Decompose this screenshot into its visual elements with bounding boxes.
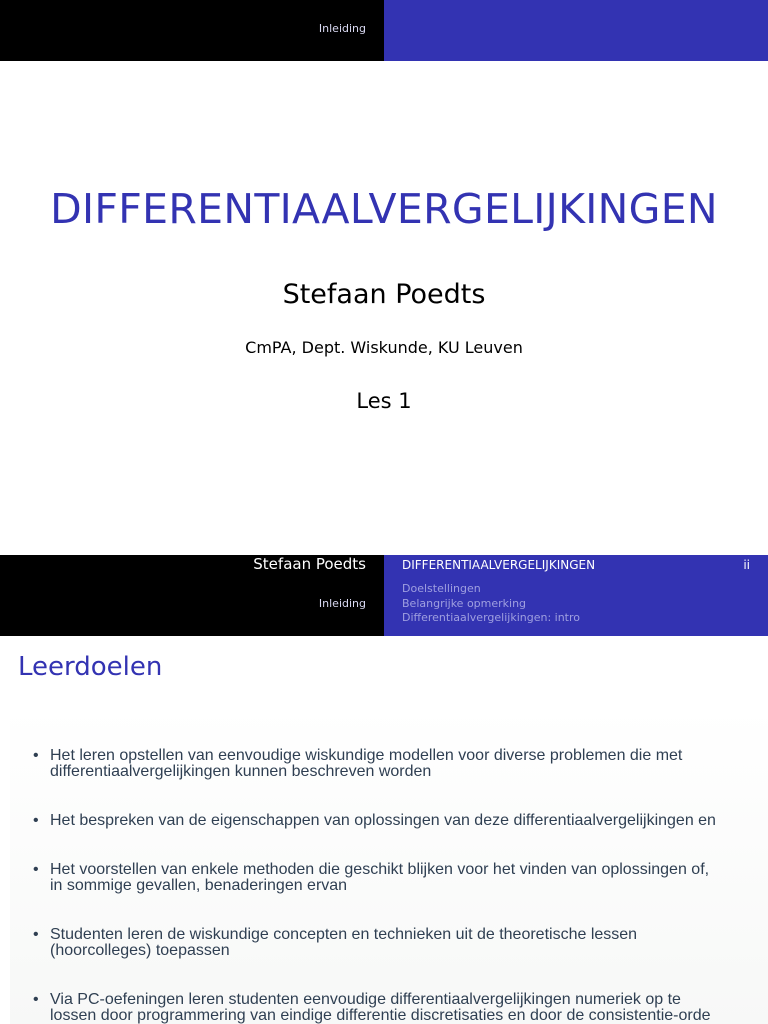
lesson-label: Les 1 — [356, 389, 412, 413]
slide-heading: Leerdoelen — [18, 652, 163, 682]
bullet-line: (hoorcolleges) toepassen — [50, 942, 230, 959]
bullet-icon: • — [33, 926, 39, 943]
top-header-bar — [0, 0, 768, 61]
list-item — [33, 991, 768, 1024]
bullet-line: lossen door programmering van eindige differentie discretisaties en door de consistentie-orde — [50, 1007, 711, 1024]
header-left-panel — [0, 0, 384, 61]
header-section-label[interactable]: Inleiding — [318, 22, 366, 35]
author-name: Stefaan Poedts — [282, 279, 486, 310]
list-item — [33, 812, 768, 829]
footer-left-panel — [0, 555, 384, 636]
header-right-panel — [384, 0, 768, 61]
bullet-line: Het voorstellen van enkele methoden die geschikt blijken voor het vinden van oplossingen of, — [50, 861, 710, 878]
bullet-line: differentiaalvergelijkingen kunnen beschreven worden — [50, 763, 432, 780]
footer-right-panel — [384, 555, 768, 636]
footer-doc-title[interactable]: DIFFERENTIAALVERGELIJKINGEN — [402, 558, 596, 572]
bullet-line: Studenten leren de wiskundige concepten en technieken uit de theoretische lessen — [50, 926, 638, 943]
list-item — [33, 747, 768, 780]
nav-item-doelstellingen[interactable]: Doelstellingen — [402, 582, 481, 595]
learning-goals-panel — [10, 707, 768, 1024]
bullet-icon: • — [33, 991, 39, 1008]
list-item — [33, 926, 768, 959]
page-number: ii — [743, 558, 750, 572]
title-slide — [0, 61, 768, 555]
presentation-title: DIFFERENTIAALVERGELIJKINGEN — [50, 185, 718, 233]
bullet-line: Via PC-oefeningen leren studenten eenvoudige differentiaalvergelijkingen numeriek op te — [50, 991, 681, 1008]
institution: CmPA, Dept. Wiskunde, KU Leuven — [245, 338, 523, 357]
footer-author[interactable]: Stefaan Poedts — [253, 555, 366, 573]
list-item — [33, 861, 768, 894]
nav-item-intro[interactable]: Differentiaalvergelijkingen: intro — [402, 611, 580, 624]
bullet-icon: • — [33, 861, 39, 878]
bullet-line: in sommige gevallen, benaderingen ervan — [50, 877, 348, 894]
footer-header-bar — [0, 555, 768, 636]
nav-item-opmerking[interactable]: Belangrijke opmerking — [402, 596, 527, 610]
bullet-icon: • — [33, 812, 39, 829]
bullet-icon: • — [33, 747, 39, 764]
bullet-line: Het leren opstellen van eenvoudige wiskundige modellen voor diverse problemen die met — [50, 747, 683, 764]
subsection-nav — [402, 582, 580, 626]
footer-section-label[interactable]: Inleiding — [318, 597, 366, 610]
bullet-line: Het bespreken van de eigenschappen van oplossingen van deze differentiaalvergelijkingen en — [50, 812, 716, 829]
